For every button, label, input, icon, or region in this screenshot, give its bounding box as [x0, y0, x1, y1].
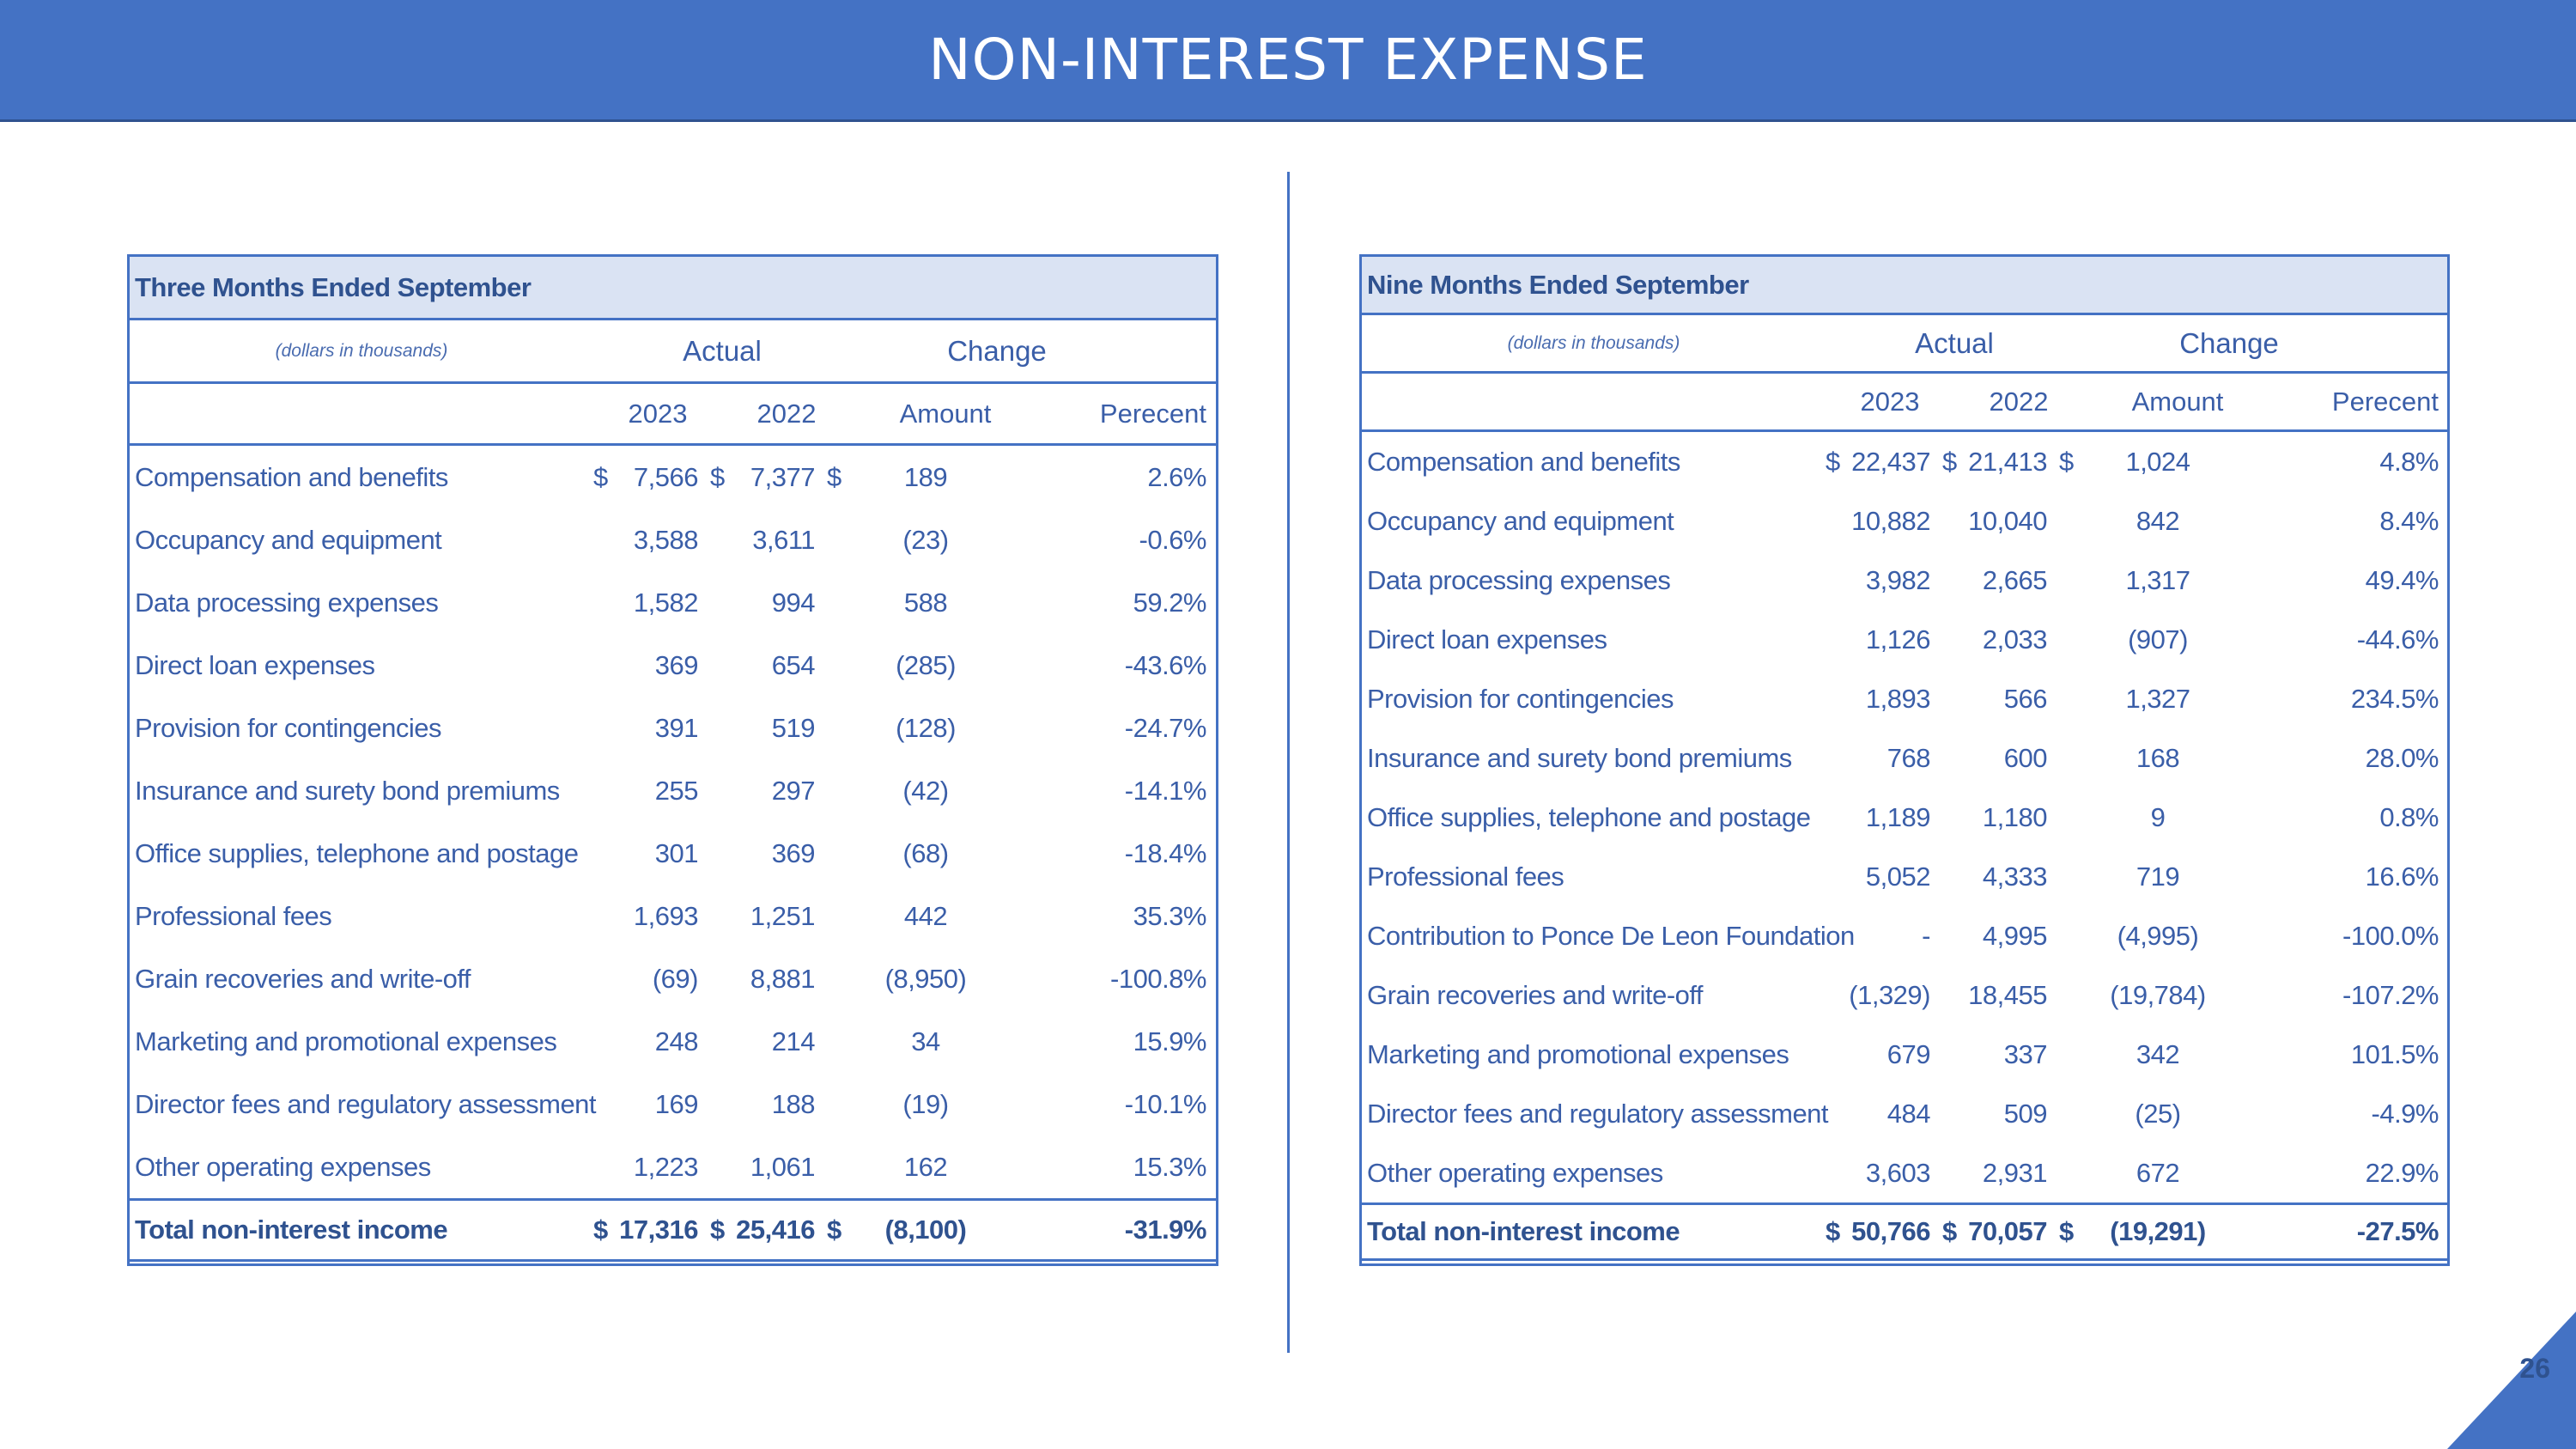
change-amount: 1,317 — [2125, 564, 2190, 595]
value-2023: 3,603 — [1865, 1157, 1930, 1188]
change-amount: 34 — [911, 1026, 940, 1056]
value-2022: 2,033 — [1982, 624, 2047, 654]
value-2023: 391 — [654, 712, 698, 743]
col-2023: 2023 — [628, 398, 688, 429]
value-2022: 519 — [771, 712, 815, 743]
value-2022: 4,995 — [1982, 920, 2047, 951]
row-label: Direct loan expenses — [135, 649, 375, 680]
row-label: Other operating expenses — [135, 1151, 431, 1182]
nine-months-total-row — [1362, 1202, 2447, 1261]
change-amount: 588 — [903, 587, 948, 618]
change-amount: 168 — [2136, 742, 2180, 773]
group-change: Change — [947, 334, 1047, 367]
change-amount: (23) — [902, 524, 949, 555]
value-2022: 566 — [2003, 683, 2047, 714]
nine-months-table — [1359, 254, 2450, 1266]
change-amount: 342 — [2136, 1038, 2180, 1069]
row-label: Insurance and surety bond premiums — [1367, 742, 1792, 773]
row-label: Direct loan expenses — [1367, 624, 1607, 654]
value-2023: 50,766 — [1851, 1216, 1930, 1246]
col-amount: Amount — [2131, 386, 2224, 417]
row-label: Total non-interest income — [135, 1215, 448, 1245]
table-row — [1362, 669, 2447, 728]
three-months-total-row — [130, 1198, 1216, 1262]
change-percent: -44.6% — [2356, 624, 2439, 654]
table-row — [130, 1135, 1216, 1198]
row-label: Office supplies, telephone and postage — [135, 837, 579, 868]
row-label: Other operating expenses — [1367, 1157, 1663, 1188]
value-2022: 4,333 — [1982, 861, 2047, 892]
three-months-rows — [130, 446, 1216, 1198]
change-amount: 442 — [903, 900, 948, 931]
row-label: Professional fees — [135, 900, 332, 931]
table-row — [1362, 432, 2447, 491]
change-percent: 0.8% — [2379, 801, 2439, 832]
dollar-sign: $ — [1826, 1216, 1840, 1246]
value-2023: 768 — [1886, 742, 1930, 773]
value-2023: 7,566 — [633, 461, 698, 492]
value-2023: 3,982 — [1865, 564, 1930, 595]
value-2022: 600 — [2003, 742, 2047, 773]
table-row — [130, 1010, 1216, 1073]
table-row — [130, 634, 1216, 697]
nine-months-column-header — [1362, 374, 2447, 432]
change-percent: 234.5% — [2350, 683, 2439, 714]
dollar-sign: $ — [1942, 446, 1957, 477]
value-2023: 3,588 — [633, 524, 698, 555]
change-percent: 49.4% — [2365, 564, 2439, 595]
value-2023: 10,882 — [1851, 505, 1930, 536]
row-label: Compensation and benefits — [1367, 446, 1680, 477]
value-2023: (69) — [652, 963, 698, 994]
value-2023: 1,189 — [1865, 801, 1930, 832]
col-2022: 2022 — [756, 398, 817, 429]
change-percent: -107.2% — [2342, 979, 2439, 1010]
nine-months-rows — [1362, 432, 2447, 1202]
slide-number: 26 — [2519, 1353, 2550, 1384]
group-actual: Actual — [1915, 326, 1994, 359]
table-row — [1362, 728, 2447, 788]
change-amount: 672 — [2136, 1157, 2180, 1188]
row-label: Director fees and regulatory assessment — [135, 1088, 597, 1119]
change-amount: (8,950) — [884, 963, 967, 994]
value-2022: 188 — [771, 1088, 815, 1119]
dollar-sign: $ — [710, 1215, 725, 1245]
value-2022: 25,416 — [736, 1215, 815, 1245]
value-2022: 1,180 — [1982, 801, 2047, 832]
dollar-sign: $ — [710, 461, 725, 492]
row-label: Grain recoveries and write-off — [135, 963, 471, 994]
value-2023: 5,052 — [1865, 861, 1930, 892]
value-2023: (1,329) — [1849, 979, 1930, 1010]
change-percent: 59.2% — [1133, 587, 1206, 618]
value-2022: 1,251 — [750, 900, 815, 931]
units-note: (dollars in thousands) — [275, 340, 448, 361]
col-percent: Perecent — [1099, 398, 1206, 429]
change-percent: -24.7% — [1124, 712, 1206, 743]
value-2022: 369 — [771, 837, 815, 868]
col-amount: Amount — [899, 398, 992, 429]
row-label: Marketing and promotional expenses — [135, 1026, 557, 1056]
row-label: Provision for contingencies — [135, 712, 441, 743]
change-percent: 35.3% — [1133, 900, 1206, 931]
three-months-column-header — [130, 384, 1216, 446]
change-amount: 9 — [2150, 801, 2166, 832]
value-2023: - — [1922, 920, 1930, 951]
table-row — [130, 947, 1216, 1010]
table-row — [1362, 906, 2447, 965]
row-label: Occupancy and equipment — [1367, 505, 1674, 536]
change-percent: -100.8% — [1110, 963, 1206, 994]
dollar-sign: $ — [827, 461, 841, 492]
table-row — [130, 697, 1216, 759]
change-amount: (19,784) — [2110, 979, 2206, 1010]
dollar-sign: $ — [1826, 446, 1840, 477]
value-2022: 214 — [771, 1026, 815, 1056]
change-percent: -100.0% — [2342, 920, 2439, 951]
col-percent: Perecent — [2331, 386, 2439, 417]
change-amount: 842 — [2136, 505, 2180, 536]
col-2023: 2023 — [1860, 386, 1920, 417]
change-percent: 15.3% — [1133, 1151, 1206, 1182]
value-2023: 22,437 — [1851, 446, 1930, 477]
table-row — [130, 508, 1216, 571]
dollar-sign: $ — [593, 461, 608, 492]
dollar-sign: $ — [827, 1215, 841, 1245]
row-label: Provision for contingencies — [1367, 683, 1674, 714]
change-percent: 22.9% — [2365, 1157, 2439, 1188]
dollar-sign: $ — [593, 1215, 608, 1245]
corner-triangle-decoration — [2447, 1312, 2576, 1449]
value-2022: 70,057 — [1968, 1216, 2047, 1246]
change-amount: 1,024 — [2125, 446, 2190, 477]
change-percent: 2.6% — [1147, 461, 1206, 492]
change-amount: (8,100) — [884, 1215, 967, 1245]
change-amount: 162 — [903, 1151, 948, 1182]
table-row — [130, 1073, 1216, 1135]
value-2023: 484 — [1886, 1098, 1930, 1129]
row-label: Data processing expenses — [1367, 564, 1671, 595]
change-percent: 28.0% — [2365, 742, 2439, 773]
value-2023: 1,223 — [633, 1151, 698, 1182]
title-banner — [0, 0, 2576, 122]
change-percent: -4.9% — [2371, 1098, 2439, 1129]
change-percent: 4.8% — [2379, 446, 2439, 477]
table-row — [130, 885, 1216, 947]
table-row — [1362, 551, 2447, 610]
value-2022: 2,665 — [1982, 564, 2047, 595]
change-amount: (42) — [902, 775, 949, 806]
row-label: Director fees and regulatory assessment — [1367, 1098, 1829, 1129]
table-row — [1362, 610, 2447, 669]
row-label: Total non-interest income — [1367, 1216, 1680, 1246]
change-amount: (907) — [2128, 624, 2188, 654]
center-divider — [1287, 172, 1290, 1353]
dollar-sign: $ — [2059, 446, 2074, 477]
change-amount: 1,327 — [2125, 683, 2190, 714]
value-2023: 679 — [1886, 1038, 1930, 1069]
row-label: Insurance and surety bond premiums — [135, 775, 560, 806]
table-row — [1362, 847, 2447, 906]
value-2022: 2,931 — [1982, 1157, 2047, 1188]
table-row — [130, 446, 1216, 508]
value-2022: 654 — [771, 649, 815, 680]
change-percent: 15.9% — [1133, 1026, 1206, 1056]
change-amount: (19) — [902, 1088, 949, 1119]
value-2023: 255 — [654, 775, 698, 806]
value-2022: 297 — [771, 775, 815, 806]
table-row — [1362, 1025, 2447, 1084]
value-2023: 301 — [654, 837, 698, 868]
value-2022: 1,061 — [750, 1151, 815, 1182]
dollar-sign: $ — [2059, 1216, 2074, 1246]
change-amount: (68) — [902, 837, 949, 868]
row-label: Grain recoveries and write-off — [1367, 979, 1704, 1010]
change-percent: -14.1% — [1124, 775, 1206, 806]
table-row — [130, 571, 1216, 634]
row-label: Contribution to Ponce De Leon Foundation — [1367, 920, 1855, 951]
nine-months-group-header — [1362, 315, 2447, 374]
units-note: (dollars in thousands) — [1507, 332, 1680, 353]
table-row — [130, 822, 1216, 885]
row-label: Office supplies, telephone and postage — [1367, 801, 1811, 832]
table-row — [1362, 788, 2447, 847]
value-2023: 1,893 — [1865, 683, 1930, 714]
value-2022: 21,413 — [1968, 446, 2047, 477]
row-label: Occupancy and equipment — [135, 524, 442, 555]
value-2023: 248 — [654, 1026, 698, 1056]
row-label: Marketing and promotional expenses — [1367, 1038, 1789, 1069]
table-row — [1362, 1143, 2447, 1202]
table-row — [1362, 965, 2447, 1025]
change-percent: -18.4% — [1124, 837, 1206, 868]
change-amount: 189 — [903, 461, 948, 492]
row-label: Professional fees — [1367, 861, 1564, 892]
value-2022: 509 — [2003, 1098, 2047, 1129]
three-months-group-header — [130, 320, 1216, 384]
value-2023: 1,126 — [1865, 624, 1930, 654]
value-2022: 994 — [771, 587, 815, 618]
value-2023: 169 — [654, 1088, 698, 1119]
dollar-sign: $ — [1942, 1216, 1957, 1246]
value-2022: 337 — [2003, 1038, 2047, 1069]
value-2022: 18,455 — [1968, 979, 2047, 1010]
three-months-title: Three Months Ended September — [130, 257, 1216, 320]
page-title: NON-INTEREST EXPENSE — [928, 27, 1648, 93]
value-2023: 369 — [654, 649, 698, 680]
value-2022: 7,377 — [750, 461, 815, 492]
change-percent: 8.4% — [2379, 505, 2439, 536]
change-amount: (128) — [896, 712, 956, 743]
value-2022: 10,040 — [1968, 505, 2047, 536]
group-actual: Actual — [683, 334, 762, 367]
row-label: Compensation and benefits — [135, 461, 448, 492]
change-amount: (25) — [2135, 1098, 2181, 1129]
change-percent: 16.6% — [2365, 861, 2439, 892]
table-row — [1362, 1084, 2447, 1143]
change-percent: 101.5% — [2350, 1038, 2439, 1069]
nine-months-title: Nine Months Ended September — [1362, 257, 2447, 315]
col-2022: 2022 — [1989, 386, 2049, 417]
value-2023: 1,693 — [633, 900, 698, 931]
change-percent: -27.5% — [2356, 1216, 2439, 1246]
change-percent: -31.9% — [1124, 1215, 1206, 1245]
value-2022: 3,611 — [752, 524, 815, 555]
value-2023: 1,582 — [633, 587, 698, 618]
table-row — [1362, 491, 2447, 551]
change-percent: -10.1% — [1124, 1088, 1206, 1119]
group-change: Change — [2179, 326, 2279, 359]
value-2022: 8,881 — [750, 963, 815, 994]
change-amount: (4,995) — [2117, 920, 2199, 951]
change-percent: -0.6% — [1139, 524, 1206, 555]
change-amount: (19,291) — [2110, 1216, 2206, 1246]
change-amount: 719 — [2136, 861, 2180, 892]
change-amount: (285) — [896, 649, 956, 680]
change-percent: -43.6% — [1124, 649, 1206, 680]
table-row — [130, 759, 1216, 822]
value-2023: 17,316 — [619, 1215, 698, 1245]
row-label: Data processing expenses — [135, 587, 439, 618]
three-months-table — [127, 254, 1218, 1266]
